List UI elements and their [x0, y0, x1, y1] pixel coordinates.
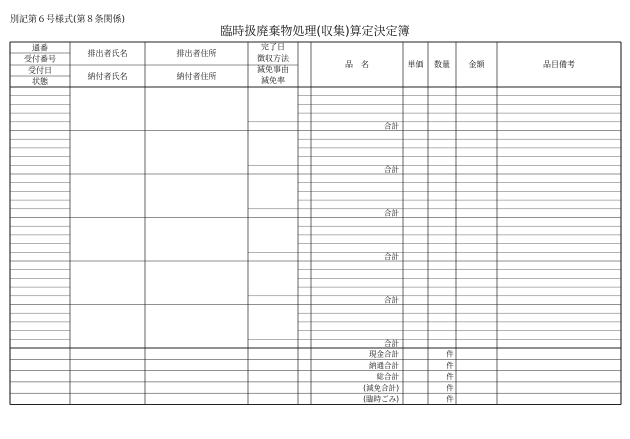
footer-unit: 件	[446, 394, 454, 404]
footer-unit: 件	[446, 372, 454, 382]
footer-unit: 件	[446, 383, 454, 393]
header-label-no: 受付番号	[24, 54, 56, 64]
header-label-payer-name: 納付者氏名	[87, 72, 128, 81]
header-label-completion: 減免事由	[257, 65, 289, 74]
group-subtotal-label: 合計	[384, 208, 399, 218]
document-title: 臨時扱廃棄物処理(収集)算定決定簿	[220, 24, 410, 38]
group-subtotal-label: 合計	[384, 251, 399, 261]
group-subtotal-label: 合計	[384, 121, 399, 131]
footer-unit: 件	[446, 349, 454, 359]
header-label-completion: 完了日	[261, 42, 285, 52]
header-label-no: 通番	[32, 43, 48, 53]
footer-label: 現金合計	[369, 349, 399, 359]
group-subtotal-label: 合計	[384, 295, 399, 305]
header-label-emitter-name: 排出者氏名	[87, 49, 128, 58]
group-subtotal-label: 合計	[384, 164, 399, 174]
header-label-amount: 金額	[468, 60, 485, 69]
form-reference-label: 別記第６号様式(第８条関係)	[10, 15, 126, 25]
header-label-completion: 減免率	[261, 76, 285, 85]
header-label-no: 受付日	[28, 66, 52, 75]
header-label-unit-price: 単価	[407, 60, 424, 69]
footer-label: (減免合計)	[363, 383, 399, 393]
footer-label: 納通合計	[369, 360, 399, 370]
footer-label: 総合計	[376, 372, 399, 382]
header-label-payer-address: 納付者住所	[176, 72, 217, 81]
header-label-emitter-address: 排出者住所	[176, 49, 217, 58]
header-label-item-name: 品 名	[345, 60, 369, 69]
footer-label: (臨時ごみ)	[363, 394, 399, 404]
header-label-completion: 徴収方法	[257, 54, 289, 63]
group-subtotal-label: 合計	[384, 338, 399, 348]
header-label-no: 状態	[32, 77, 48, 86]
table-grid-lines	[10, 42, 621, 405]
header-label-quantity: 数量	[434, 60, 450, 69]
footer-unit: 件	[446, 360, 454, 370]
header-label-remarks: 品目備考	[543, 60, 575, 69]
